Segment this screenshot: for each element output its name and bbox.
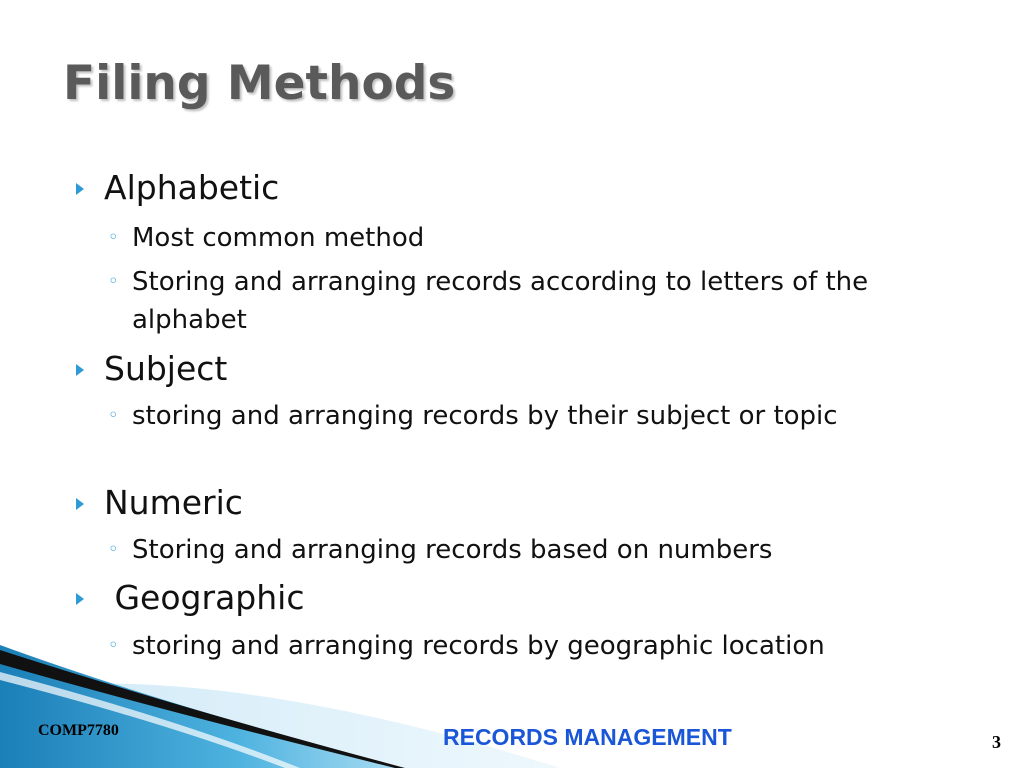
circle-bullet-icon: ◦ bbox=[108, 635, 119, 656]
footer-subject: RECORDS MANAGEMENT bbox=[443, 724, 732, 750]
page-number: 3 bbox=[992, 732, 1001, 752]
arrow-bullet-icon bbox=[76, 498, 84, 510]
subitem-numeric-definition: Storing and arranging records based on numbers bbox=[132, 535, 773, 565]
circle-bullet-icon: ◦ bbox=[108, 539, 119, 560]
slide-title: Filing Methods bbox=[63, 56, 456, 111]
subitem-subject-definition: storing and arranging records by their subject or topic bbox=[132, 401, 838, 431]
bullet-item-numeric: Numeric bbox=[104, 483, 243, 522]
arrow-bullet-icon bbox=[76, 364, 84, 376]
arrow-bullet-icon bbox=[76, 183, 84, 195]
circle-bullet-icon: ◦ bbox=[108, 405, 119, 426]
subitem-geographic-definition: storing and arranging records by geographic location bbox=[132, 631, 825, 661]
arrow-bullet-icon bbox=[76, 593, 84, 605]
footer-course-code: COMP7780 bbox=[38, 722, 119, 739]
circle-bullet-icon: ◦ bbox=[108, 227, 119, 248]
bullet-item-alphabetic: Alphabetic bbox=[104, 168, 280, 207]
subitem-most-common-method: Most common method bbox=[132, 223, 425, 253]
subitem-alphabetic-definition: Storing and arranging records according to letters of the alphabet bbox=[132, 267, 869, 335]
circle-bullet-icon: ◦ bbox=[108, 271, 119, 292]
bullet-item-geographic: Geographic bbox=[104, 578, 305, 617]
bullet-item-subject: Subject bbox=[104, 349, 228, 388]
